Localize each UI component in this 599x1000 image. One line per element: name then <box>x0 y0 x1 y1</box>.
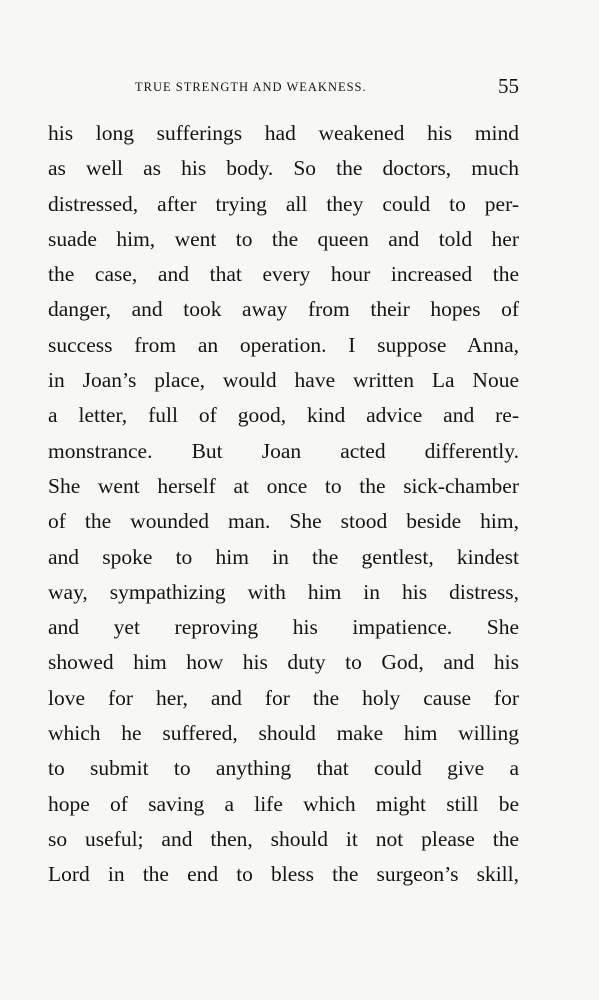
text-line: way, sympathizing with him in his distress, <box>48 579 519 604</box>
text-line: danger, and took away from their hopes of <box>48 297 519 322</box>
body-text <box>48 116 519 893</box>
text-line: love for her, and for the holy cause for <box>48 685 519 710</box>
text-line: the case, and that every hour increased the <box>48 262 519 287</box>
text-line: suade him, went to the queen and told her <box>48 226 519 251</box>
text-line: distressed, after trying all they could to per- <box>48 191 519 216</box>
page-number: 55 <box>498 74 519 98</box>
text-line: monstrance. But Joan acted differently. <box>48 438 519 463</box>
text-line: She went herself at once to the sick-chamber <box>48 473 519 498</box>
text-line: as well as his body. So the doctors, much <box>48 156 519 181</box>
running-head <box>135 74 519 100</box>
text-line: and yet reproving his impatience. She <box>48 615 519 640</box>
running-title: TRUE STRENGTH AND WEAKNESS. <box>135 80 367 94</box>
text-line: showed him how his duty to God, and his <box>48 650 519 675</box>
text-line: a letter, full of good, kind advice and re- <box>48 403 519 428</box>
text-line: success from an operation. I suppose Anna, <box>48 332 519 357</box>
text-line: so useful; and then, should it not please the <box>48 826 519 851</box>
text-line: which he suffered, should make him willing <box>48 721 519 746</box>
text-line: and spoke to him in the gentlest, kindest <box>48 544 519 569</box>
text-line: Lord in the end to bless the surgeon’s skill, <box>48 862 519 887</box>
text-line: his long sufferings had weakened his mind <box>48 121 519 145</box>
text-line: hope of saving a life which might still be <box>48 791 519 816</box>
text-line: of the wounded man. She stood beside him, <box>48 509 519 534</box>
text-line: in Joan’s place, would have written La Noue <box>48 368 519 393</box>
text-line: to submit to anything that could give a <box>48 756 519 781</box>
